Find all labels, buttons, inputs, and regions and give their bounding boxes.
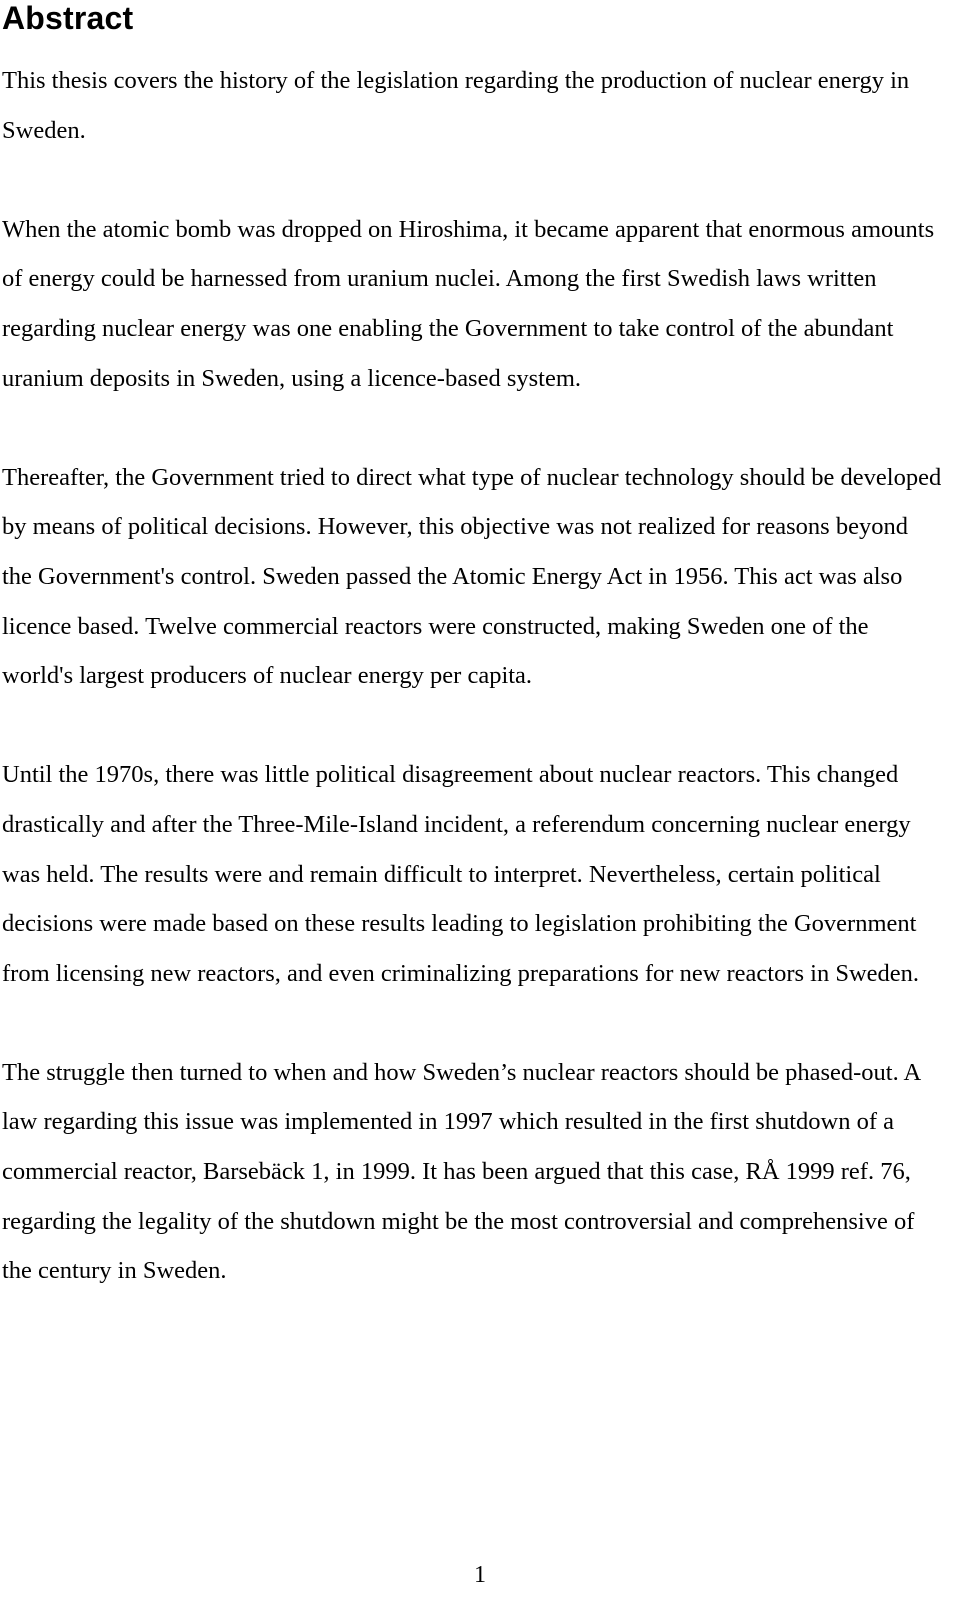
paragraph-atomic-energy-act: Thereafter, the Government tried to direct what type of nuclear technology should be developed by means of political decisions. However, this objective was not realized for reasons beyond the Government's control. Sweden passed the Atomic Energy Act in 1956. This act was also licence based. Twelve commercial reactors were constructed, making Sweden one of the world's largest producers of nuclear energy per capita. — [2, 463, 942, 690]
abstract-heading: Abstract — [2, 0, 134, 36]
paragraph-hiroshima: When the atomic bomb was dropped on Hiroshima, it became apparent that enormous amounts of energy could be harnessed from uranium nuclei. Among the first Swedish laws written regarding nuclear energy was one enabling the Government to take control of the abundant uranium deposits in Sweden, using a licence-based system. — [2, 215, 935, 392]
page-number: 1 — [474, 1562, 486, 1588]
paragraph-intro: This thesis covers the history of the legislation regarding the production of nuclear energy in Sweden. — [2, 67, 910, 144]
paragraph-referendum: Until the 1970s, there was little political disagreement about nuclear reactors. This changed drastically and after the Three-Mile-Island incident, a referendum concerning nuclear energy was held. The results were and remain difficult to interpret. Nevertheless, certain political decisions were made based on these results leading to legislation prohibiting the Government from licensing new reactors, and even criminalizing preparations for new reactors in Sweden. — [2, 761, 920, 987]
paragraph-phase-out: The struggle then turned to when and how Sweden’s nuclear reactors should be phased-out. A law regarding this issue was implemented in 1997 which resulted in the first shutdown of a commercial reactor, Barsebäck 1, in 1999. It has been argued that this case, RÅ 1999 ref. 76, regarding the legality of the shutdown might be the most controversial and comprehensive of the century in Sweden. — [2, 1058, 920, 1285]
abstract-body — [2, 56, 942, 1345]
